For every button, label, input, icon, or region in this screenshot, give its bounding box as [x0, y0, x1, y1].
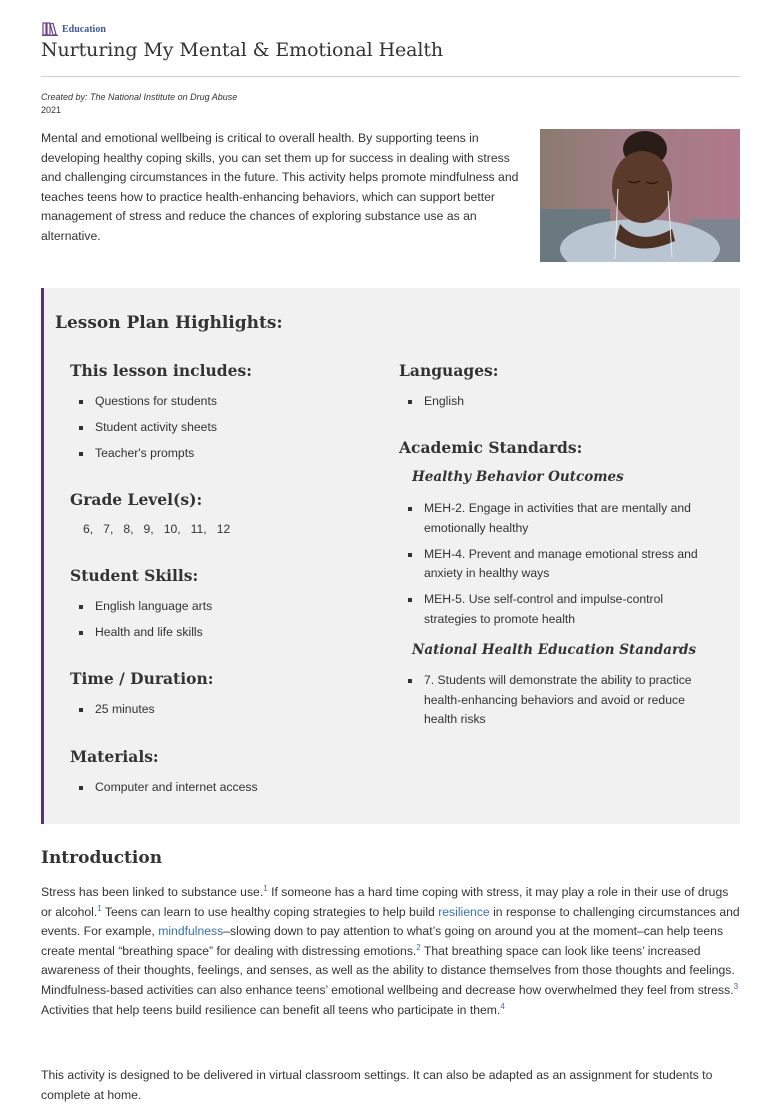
list-item: 25 minutes	[70, 700, 370, 720]
category-label: Education	[62, 23, 106, 35]
footnote-ref[interactable]: 4	[500, 1001, 505, 1011]
grade-levels	[83, 522, 240, 536]
list-item: MEH-2. Engage in activities that are mentally and emotionally healthy	[399, 499, 719, 538]
list-item: Computer and internet access	[70, 778, 370, 798]
grade-value: 12	[216, 522, 231, 536]
includes-list	[70, 392, 370, 470]
list-item: Health and life skills	[70, 623, 370, 643]
grade-value: 10,	[163, 522, 181, 536]
national-standards-heading: National Health Education Standards	[412, 642, 697, 658]
list-item: English language arts	[70, 597, 370, 617]
introduction-heading: Introduction	[41, 848, 163, 868]
grade-value: 9,	[143, 522, 154, 536]
summary-paragraph: Mental and emotional wellbeing is critical to overall health. By supporting teens in developing healthy coping skills, you can set them up for success in dealing with stress and challenging circumstances in the future. This activity helps promote mindfulness and teaches teens how to practice health-enhancing behaviors, which can support better management of stress and reduce the chances of exploring substance use as an alternative.	[41, 131, 519, 243]
languages-heading: Languages:	[399, 361, 499, 380]
text-segment: Stress has been linked to substance use.	[41, 885, 264, 899]
languages-list	[399, 392, 719, 418]
resilience-link[interactable]: resilience	[438, 904, 490, 919]
category-tag[interactable]	[42, 22, 106, 36]
year: 2021	[41, 105, 62, 115]
skills-heading: Student Skills:	[70, 566, 199, 585]
skills-list	[70, 597, 370, 649]
highlights-title: Lesson Plan Highlights:	[55, 313, 283, 333]
national-standards-list	[399, 671, 719, 736]
text-segment: in response to challenging circumstances and events. For example,	[41, 904, 740, 939]
text-segment: –slowing down to pay attention to what’s going on around you at the moment–can help teens create mental “breathing space” for dealing with distressing emotions.	[41, 924, 724, 958]
materials-list	[70, 778, 370, 804]
text-segment: Teens can learn to use healthy coping strategies to help build	[101, 904, 439, 919]
introduction-paragraph	[41, 883, 741, 1020]
title-divider	[41, 76, 740, 77]
footnote-ref[interactable]: 3	[733, 981, 739, 991]
time-list	[70, 700, 370, 726]
mindfulness-link[interactable]: mindfulness	[158, 924, 224, 939]
list-item: MEH-5. Use self-control and impulse-control strategies to promote health	[399, 590, 719, 629]
behavior-outcomes-list	[399, 499, 719, 636]
text-segment: Activities that help teens build resilience can benefit all teens who participate in them.	[41, 1002, 501, 1017]
page-title: Nurturing My Mental & Emotional Health	[41, 39, 444, 61]
text-segment: That breathing space can look like teens’ increased awareness of their thoughts, feelings, and senses, as well as the ability to distance themselves from those thoughts and feelings. Mindfulness-based activities can also enhance teens’ emotional wellbeing and decrease how overwhelmed they feel from stress.	[41, 943, 735, 997]
grade-value: 11,	[190, 522, 207, 536]
lesson-highlights-panel	[41, 288, 740, 824]
grade-value: 7,	[103, 522, 114, 536]
hero-image	[540, 129, 740, 262]
list-item: Student activity sheets	[70, 418, 370, 438]
time-heading: Time / Duration:	[70, 669, 214, 688]
grade-heading: Grade Level(s):	[70, 490, 203, 509]
standards-heading: Academic Standards:	[399, 438, 583, 457]
materials-heading: Materials:	[70, 747, 159, 766]
grade-value: 6,	[83, 522, 94, 536]
list-item: MEH-4. Prevent and manage emotional stress and anxiety in healthy ways	[399, 545, 719, 584]
meta-info	[41, 91, 237, 117]
grade-value: 8,	[123, 522, 134, 536]
created-by: Created by: The National Institute on Drug Abuse	[41, 92, 238, 102]
footnote-ref[interactable]: 1	[97, 903, 102, 913]
list-item: English	[399, 392, 719, 412]
text-segment: If someone has a hard time coping with stress, it may play a role in their use of drugs or alcohol.	[41, 885, 729, 919]
includes-heading: This lesson includes:	[70, 361, 252, 380]
list-item: Questions for students	[70, 392, 370, 412]
footnote-ref[interactable]: 1	[263, 883, 268, 893]
behavior-outcomes-heading: Healthy Behavior Outcomes	[412, 469, 624, 485]
list-item: Teacher's prompts	[70, 444, 370, 464]
list-item: 7. Students will demonstrate the ability to practice health-enhancing behaviors and avoid or reduce health risks	[399, 671, 719, 730]
footnote-ref[interactable]: 2	[416, 942, 421, 952]
delivery-paragraph: This activity is designed to be delivered in virtual classroom settings. It can also be adapted as an assignment for students to complete at home.	[41, 1068, 713, 1102]
books-icon	[42, 22, 58, 36]
